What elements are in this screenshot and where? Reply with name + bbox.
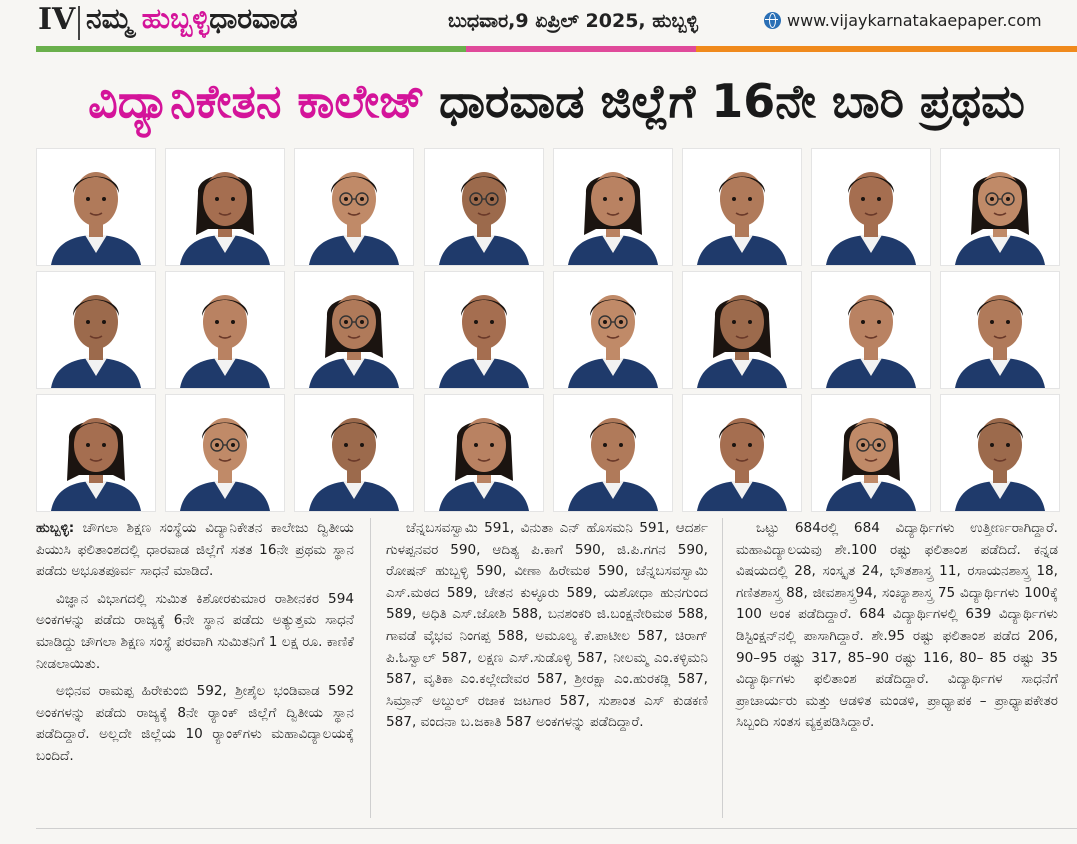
student-portrait [682,271,802,389]
column-divider [370,518,371,818]
article-text: ವಿಜ್ಞಾನ ವಿಭಾಗದಲ್ಲಿ ಸುಮಿತ ಕಿಶೋರಕುಮಾರ ರಾಶೀನಕರ 594 ಅಂಕಗಳನ್ನು ಪಡೆದು ರಾಜ್ಯಕ್ಕೆ 6ನೇ ಸ್ಥಾನ ಪಡೆದು ಅತ್ಯುತ್ತಮ ಸಾಧನೆ ಮಾಡಿದ್ದು ಚೌಗಲಾ ಶಿಕ್ಷಣ ಸಂಸ್ಥೆ ಪರವಾಗಿ ಸುಮಿತನಿಗೆ 1 ಲಕ್ಷ ರೂ. ಕಾಣಿಕೆ ನೀಡಲಾಯಿತು. [36,590,354,672]
student-portrait [165,271,285,389]
student-portrait [811,271,931,389]
student-portrait [811,148,931,266]
student-portrait [294,271,414,389]
student-portrait [424,394,544,512]
header-rule-orange [696,46,1077,52]
page-number: IV [38,2,76,37]
student-portrait [36,271,156,389]
edition-brand [86,2,298,36]
globe-icon [764,12,781,29]
student-portrait [36,148,156,266]
student-portrait [553,394,673,512]
masthead [0,0,1077,46]
student-portrait [424,271,544,389]
article-text: ಚೆನ್ನಬಸವಸ್ವಾಮಿ 591, ವಿನುತಾ ಎನ್ ಹೊಸಮನಿ 591, ಆದರ್ಶ ಗುಳಪ್ಪನವರ 590, ಆದಿತ್ಯ ಪಿ.ಕಾಗೆ 590, ಜಿ.ಪಿ.ಗಗನ 590, ರೋಷನ್ ಹುಬ್ಬಳ್ಳಿ 590, ವೀಣಾ ಹಿರೇಮಠ 590, ಚೆನ್ನಬಸವಸ್ವಾಮಿ ಎಸ್.ಮಠದ 589, ಚೇತನ ಕುಳ್ಳೂರು 589, ಯಶೋಧಾ ಹುನಗುಂದ 589, ಅಧಿತಿ ಎಸ್.ಜೋಶಿ 588, ಬನಶಂಕರಿ ಜಿ.ಬಂಕ್ಷನೇರಿಮಠ 588, ಗಾವಡೆ ವೈಭವ ನಿಂಗಪ್ಪ 588, ಅಮೂಲ್ಯ ಕೆ.ಪಾಟೀಲ 587, ಚಿರಾಗ್ ಪಿ.ಓಸ್ವಾಲ್ 587, ಲಕ್ಷಣ ಎಸ್.ಸುಡೊಳ್ಳಿ 587, ನೀಲಮ್ಮ ಎಂ.ಕಳ್ಳಿಮನಿ 587, ವೃತಿಕಾ ಎಂ.ಕಲ್ಲೇದೇವರ 587, ಶ್ರೀರಕ್ಷಾ ಎಂ.ಹುರಕಡ್ಲಿ 587, ಸಿಮ್ರಾನ್ ಅಬ್ದುಲ್ ರಜಾಕ ಜಟಗಾರ 587, ಸುಶಾಂತ ಎಸ್ ಕುಡಕಣಿ 587, ವಂದನಾ ಬ.ಜಕಾತಿ 587 ಅಂಕಗಳನ್ನು ಪಡೆದಿದ್ದಾರೆ. [386,520,708,731]
student-portrait [553,148,673,266]
article-paragraph [36,589,354,675]
masthead-divider [78,6,80,40]
student-portrait [294,394,414,512]
student-portrait [811,394,931,512]
article-column-1 [36,518,354,818]
student-portrait [165,394,285,512]
student-portrait [940,394,1060,512]
student-portrait [940,271,1060,389]
student-portrait [294,148,414,266]
student-portrait [36,394,156,512]
student-photo-grid [36,148,1056,510]
column-divider [722,518,723,818]
student-portrait [682,394,802,512]
brand-part-1: ನಮ್ಮ [86,2,142,35]
headline [36,62,1077,142]
header-rule-green [36,46,466,52]
headline-college: ವಿದ್ಯಾನಿಕೇತನ ಕಾಲೇಜ್ [88,74,426,128]
website-url: www.vijaykarnatakaepaper.com [787,11,1042,30]
issue-dateline: ಬುಧವಾರ,9 ಏಪ್ರಿಲ್ 2025, ಹುಬ್ಬಳ್ಳಿ [448,10,699,32]
student-portrait [553,271,673,389]
article-paragraph [736,518,1058,734]
student-portrait [424,148,544,266]
article-text: ಅಭಿನವ ರಾಮಪ್ಪ ಹಿರೇಕುಂಬಿ 592, ಶ್ರೀಶೈಲ ಭಂಡಿವಾಡ 592 ಅಂಕಗಳನ್ನು ಪಡೆದು ರಾಜ್ಯಕ್ಕೆ 8ನೇ ರ್‍ಯಾಂಕ್ ಜಿಲ್ಲೆಗೆ ದ್ವಿತೀಯ ಸ್ಥಾನ ಪಡೆದಿದ್ದಾರೆ. ಅಲ್ಲದೇ ಜಿಲ್ಲೆಯ 10 ರ್‍ಯಾಂಕ್‌ಗಳು ಮಹಾವಿದ್ಯಾಲಯಕ್ಕೆ ಬಂದಿದೆ. [36,683,354,764]
website-link[interactable] [764,11,1042,30]
article-column-3 [736,518,1058,818]
headline-rest: ಧಾರವಾಡ ಜಿಲ್ಲೆಗೆ 16ನೇ ಬಾರಿ ಪ್ರಥಮ [439,74,1025,128]
article-text: ಒಟ್ಟು 684ರಲ್ಲಿ 684 ವಿದ್ಯಾರ್ಥಿಗಳು ಉತ್ತೀರ್ಣರಾಗಿದ್ದಾರೆ. ಮಹಾವಿದ್ಯಾಲಯವು ಶೇ.100 ರಷ್ಟು ಫಲಿತಾಂಶ ಪಡೆದಿದೆ. ಕನ್ನಡ ವಿಷಯದಲ್ಲಿ 28, ಸಂಸ್ಕೃತ 24, ಭೌತಶಾಸ್ತ್ರ 11, ರಸಾಯನಶಾಸ್ತ್ರ 18, ಗಣಿತಶಾಸ್ತ್ರ 88, ಜೀವಶಾಸ್ತ್ರ94, ಸಂಖ್ಯಾಶಾಸ್ತ್ರ 75 ವಿದ್ಯಾರ್ಥಿಗಳು 100ಕ್ಕೆ 100 ಅಂಕ ಪಡೆದಿದ್ದಾರೆ. 684 ವಿದ್ಯಾರ್ಥಿಗಳಲ್ಲಿ 639 ವಿದ್ಯಾರ್ಥಿಗಳು ಡಿಸ್ಟಿಂಕ್ಷನ್‌ನಲ್ಲಿ ಪಾಸಾಗಿದ್ದಾರೆ. ಶೇ.95 ರಷ್ಟು ಫಲಿತಾಂಶ ಪಡೆದ 206, 90–95 ರಷ್ಟು 317, 85–90 ರಷ್ಟು 116, 80– 85 ರಷ್ಟು 35 ವಿದ್ಯಾರ್ಥಿಗಳು ಫಲಿತಾಂಶ ಪಡೆದಿದ್ದಾರೆ. ವಿದ್ಯಾರ್ಥಿಗಳ ಸಾಧನೆಗೆ ಪ್ರಾಚಾರ್ಯರು ಮತ್ತು ಆಡಳಿತ ಮಂಡಳಿ, ಪ್ರಾಧ್ಯಾಪಕ – ಪ್ರಾಧ್ಯಾಪಕೇತರ ಸಿಬ್ಬಂದಿ ಸಂತಸ ವ್ಯಕ್ತಪಡಿಸಿದ್ದಾರೆ. [736,520,1058,731]
brand-part-2: ಹುಬ್ಬಳ್ಳಿ [141,2,210,35]
article-dateline: ಹುಬ್ಬಳ್ಳಿ: [36,520,75,536]
article-paragraph [386,518,708,734]
page-bottom-rule [36,828,1077,829]
article-column-2 [386,518,708,818]
header-rule-pink [466,46,696,52]
article-paragraph [36,681,354,767]
brand-part-3: ಧಾರವಾಡ [209,2,298,35]
article-body [36,518,1056,818]
student-portrait [940,148,1060,266]
student-portrait [165,148,285,266]
article-text: ಚೌಗಲಾ ಶಿಕ್ಷಣ ಸಂಸ್ಥೆಯ ವಿದ್ಯಾನಿಕೇತನ ಕಾಲೇಜು ದ್ವಿತೀಯ ಪಿಯುಸಿ ಫಲಿತಾಂಶದಲ್ಲಿ ಧಾರವಾಡ ಜಿಲ್ಲೆಗೆ ಸತತ 16ನೇ ಪ್ರಥಮ ಸ್ಥಾನ ಪಡೆದು ಅಭೂತಪೂರ್ವ ಸಾಧನೆ ಮಾಡಿದೆ. [36,520,354,580]
student-portrait [682,148,802,266]
article-paragraph [36,518,354,583]
